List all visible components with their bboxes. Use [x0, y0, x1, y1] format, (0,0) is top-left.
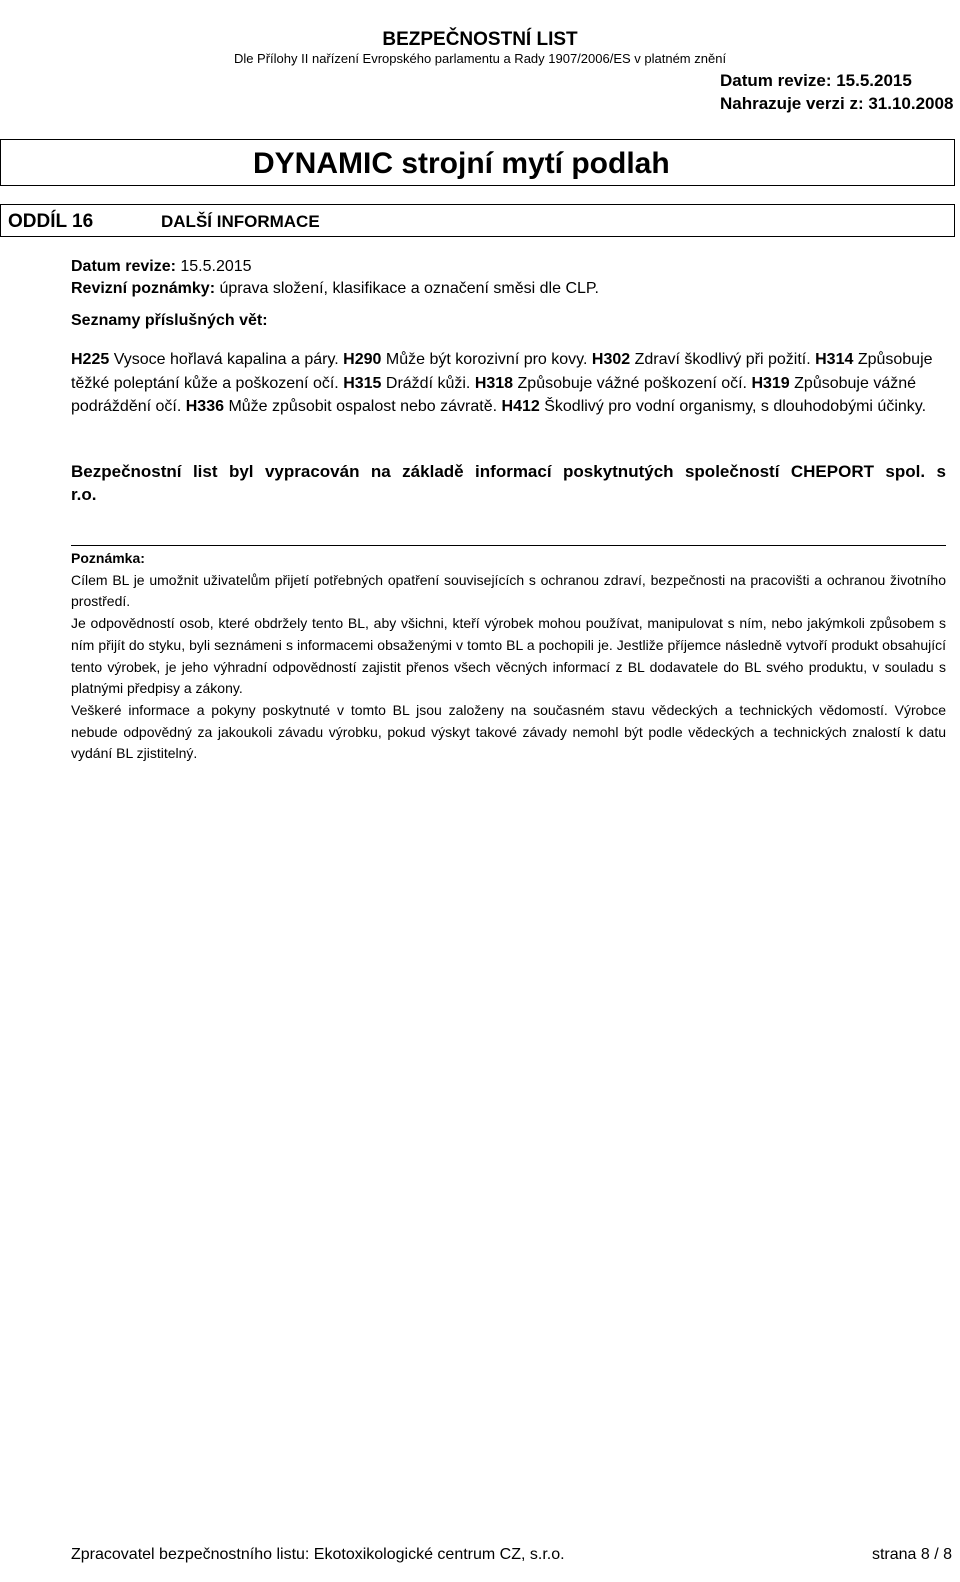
- h-code: H225: [71, 351, 110, 368]
- h-statement: H290 Může být korozivní pro kovy.: [343, 351, 588, 368]
- h-statement: H336 Může způsobit ospalost nebo závratě.: [185, 398, 498, 416]
- h-code: H315: [343, 374, 382, 392]
- section-heading-box: [0, 204, 955, 237]
- relevant-phrases-heading: Seznamy příslušných vět:: [71, 312, 268, 329]
- note-paragraph: Je odpovědností osob, které obdržely tento BL, aby všichni, kteří výrobek mohou používat, manipulovat s ním, nebo jakýmkoli způsobem s ním přijít do styku, byli seznámeni s informacemi obsaženými v tomto BL a pochopili je. Jestliže příjemce následně vytvoří produkt obsahující tento výrobek, je jeho výhradní odpovědností zajistit přenos všech věcných informací z BL dodavatele do BL svého produktu, v souladu s platnými předpisy a zákony.: [71, 615, 946, 697]
- h-statements-list: [71, 348, 946, 419]
- h-statement: H319 Způsobuje vážné podráždění očí.: [71, 374, 917, 416]
- document-title: BEZPEČNOSTNÍ LIST: [382, 29, 578, 50]
- revision-notes-line: [71, 278, 946, 300]
- separator-line: [71, 545, 946, 546]
- note-paragraph: Veškeré informace a pokyny poskytnuté v tomto BL jsou založeny na současném stavu vědeckých a technických vědomostí. Výrobce nebude odpovědný za jakoukoli závadu výrobku, pokud výskyt takové závady nemohl být podle vědeckých a technických znalostí k datu vydání BL zjistitelný.: [71, 701, 946, 762]
- revision-date-value: 15.5.2015: [180, 258, 252, 275]
- h-statement: H302 Zdraví škodlivý při požití.: [591, 351, 811, 368]
- section-title: DALŠÍ INFORMACE: [161, 212, 320, 231]
- revision-notes-value: úprava složení, klasifikace a označení směsi dle CLP.: [219, 280, 599, 297]
- h-statement: H314 Způsobuje těžké poleptání kůže a poškození očí.: [71, 351, 933, 392]
- h-code: H319: [751, 374, 790, 392]
- section-number: ODDÍL 16: [8, 211, 94, 232]
- h-code: H290: [343, 351, 382, 368]
- h-code: H314: [815, 351, 854, 368]
- h-code: H336: [185, 398, 224, 416]
- footer-processor: Zpracovatel bezpečnostního listu: Ekotoxikologické centrum CZ, s.r.o.: [71, 1546, 565, 1563]
- note-label: Poznámka:: [71, 550, 145, 566]
- product-name-box: [0, 139, 955, 186]
- prepared-by-statement: Bezpečnostní list byl vypracován na základě informací poskytnutých společností CHEPORT spol. s r.o.: [71, 462, 946, 504]
- revision-date-label: Datum revize:: [71, 258, 176, 275]
- revision-notes-label: Revizní poznámky:: [71, 280, 216, 297]
- h-code: H302: [591, 351, 631, 368]
- note-paragraph: Cílem BL je umožnit uživatelům přijetí potřebných opatření souvisejících s ochranou zdraví, bezpečnosti na pracovišti a ochranou životního prostředí.: [71, 571, 946, 610]
- h-statement: H225 Vysoce hořlavá kapalina a páry.: [71, 351, 339, 368]
- h-code: H318: [474, 374, 514, 392]
- note-block: [71, 548, 946, 765]
- regulation-subtitle: Dle Přílohy II nařízení Evropského parlamentu a Rady 1907/2006/ES v platném znění: [233, 51, 727, 66]
- footer-page-number: strana 8 / 8: [871, 1546, 952, 1563]
- h-statement: H318 Způsobuje vážné poškození očí.: [474, 374, 747, 392]
- h-statement: H412 Škodlivý pro vodní organismy, s dlouhodobými účinky.: [501, 398, 927, 416]
- header-revision-date: Datum revize: 15.5.2015: [720, 71, 912, 90]
- header-replaces-version: Nahrazuje verzi z: 31.10.2008: [720, 94, 954, 113]
- h-statement: H315 Dráždí kůži.: [343, 374, 471, 392]
- h-code: H412: [501, 398, 540, 416]
- product-name: DYNAMIC strojní mytí podlah: [253, 147, 670, 180]
- revision-date-line: [71, 256, 946, 278]
